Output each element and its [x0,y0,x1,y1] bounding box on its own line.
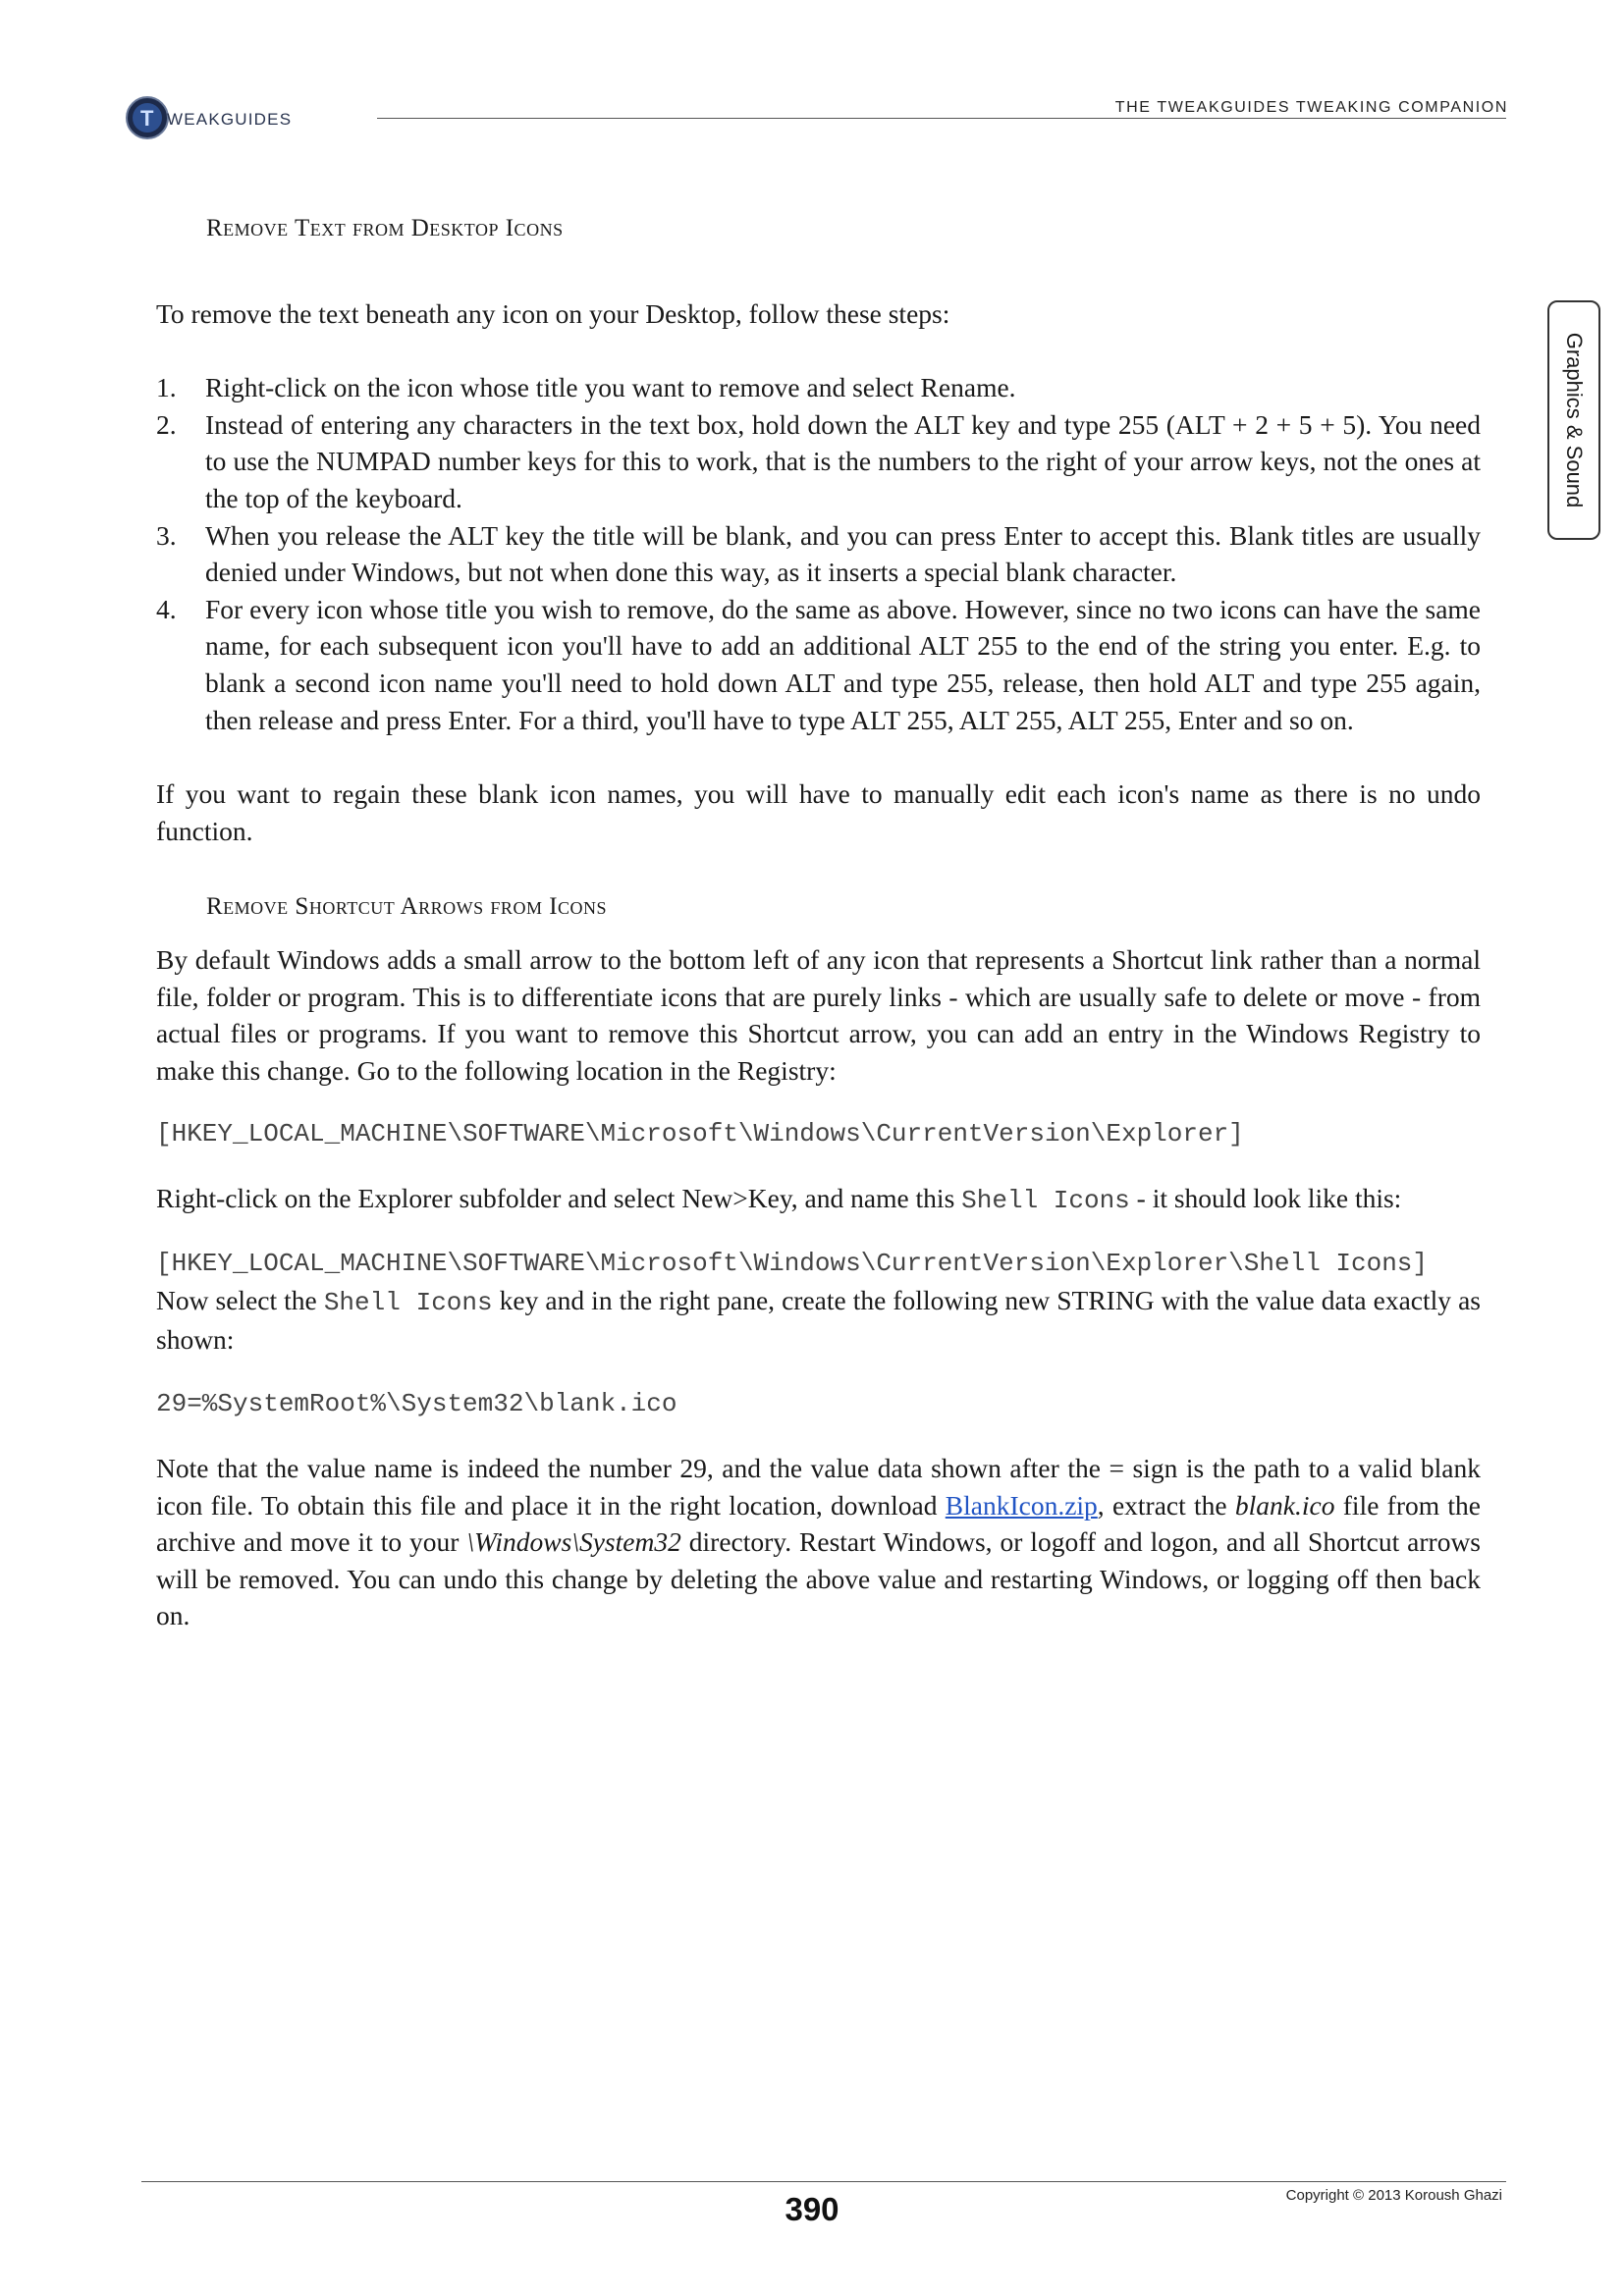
header-rule [377,118,1506,119]
section-side-tab[interactable] [1547,300,1600,540]
page-content [156,196,1481,1634]
svg-text:T: T [140,106,154,131]
tweakguides-logo [124,94,369,143]
list-item: 2. Instead of entering any characters in the text box, hold down the ALT key and type 255 (ALT + 2 + 5 + 5). You need to use the NUMPAD number keys for this to work, that is the numbers to the right of your arrow keys, not the ones at the top of the keyboard. [156,408,1481,513]
page-number: 390 [785,2191,839,2227]
section-heading-remove-arrows: Remove Shortcut Arrows from Icons [206,893,608,921]
side-tab-label: Graphics & Sound [1562,332,1587,508]
filename-blank-ico: blank.ico [1234,1489,1335,1521]
registry-path-explorer: [HKEY_LOCAL_MACHINE\SOFTWARE\Microsoft\Windows\CurrentVersion\Explorer] [156,1119,1244,1149]
arrows-paragraph: By default Windows adds a small arrow to the bottom left of any icon that represents a Shortcut link rather than a normal file, folder or program. This is to differentiate icons that are purely links - which are usually safe to delete or move - from actual files or programs. If you want to remove this Shortcut arrow, you can add an entry in the Windows Registry to make this change. Go to the following location in the Registry: [156,943,1481,1086]
directory-path: \Windows\System32 [466,1526,681,1558]
list-item: 3. When you release the ALT key the title will be blank, and you can press Enter to accept this. Blank titles are usually denied under Windows, but not when done this way, as it inserts a special blank character. [156,519,1481,588]
inline-code-shell-icons: Shell Icons [961,1186,1130,1216]
header-title: THE TWEAKGUIDES TWEAKING COMPANION [1114,99,1508,116]
intro-paragraph: To remove the text beneath any icon on your Desktop, follow these steps: [156,297,950,329]
inline-code-shell-icons: Shell Icons [323,1287,493,1317]
logo-wordmark: WEAKGUIDES [167,110,293,129]
section-heading-remove-text: Remove Text from Desktop Icons [206,215,564,241]
note-paragraph: Note that the value name is indeed the number 29, and the value data shown after the = sign is the path to a valid blank icon file. To obtain this file and place it in the right location, download BlankIcon.zip, extract the blank.ico file from the archive and move it to your \Windows\System32 directory. Restart Windows, or logoff and logon, and all Shortcut arrows will be removed. You can undo this change by deleting the above value and restarting Windows, or logging off then back on. [156,1453,1482,1631]
copyright-notice: Copyright © 2013 Koroush Ghazi [1285,2187,1502,2204]
registry-value-line: 29=%SystemRoot%\System32\blank.ico [156,1389,677,1419]
steps-list [156,369,1481,738]
blankicon-download-link[interactable]: BlankIcon.zip [945,1489,1098,1521]
outro-paragraph: If you want to regain these blank icon names, you will have to manually edit each icon's name as there is no undo function. [156,778,1481,846]
registry-path-shell-icons: [HKEY_LOCAL_MACHINE\SOFTWARE\Microsoft\Windows\CurrentVersion\Explorer\Shell Icons] [156,1248,1429,1278]
string-value-paragraph: Now select the Shell Icons key and in the right pane, create the following new STRING with the value data exactly as shown: [156,1284,1481,1356]
new-key-paragraph: Right-click on the Explorer subfolder and select New>Key, and name this Shell Icons - it should look like this: [156,1183,1402,1216]
list-item: 4. For every icon whose title you wish to remove, do the same as above. However, since no two icons can have the same name, for each subsequent icon you'll have to add an additional ALT 255 to the end of the string you enter. E.g. to blank a second icon name you'll need to hold down ALT and type 255, release, then hold ALT and type 255 again, then release and press Enter. For a third, you'll have to type ALT 255, ALT 255, ALT 255, Enter and so on. [156,593,1481,735]
footer-rule [141,2181,1506,2182]
list-item: 1. Right-click on the icon whose title you want to remove and select Rename. [156,372,1016,403]
